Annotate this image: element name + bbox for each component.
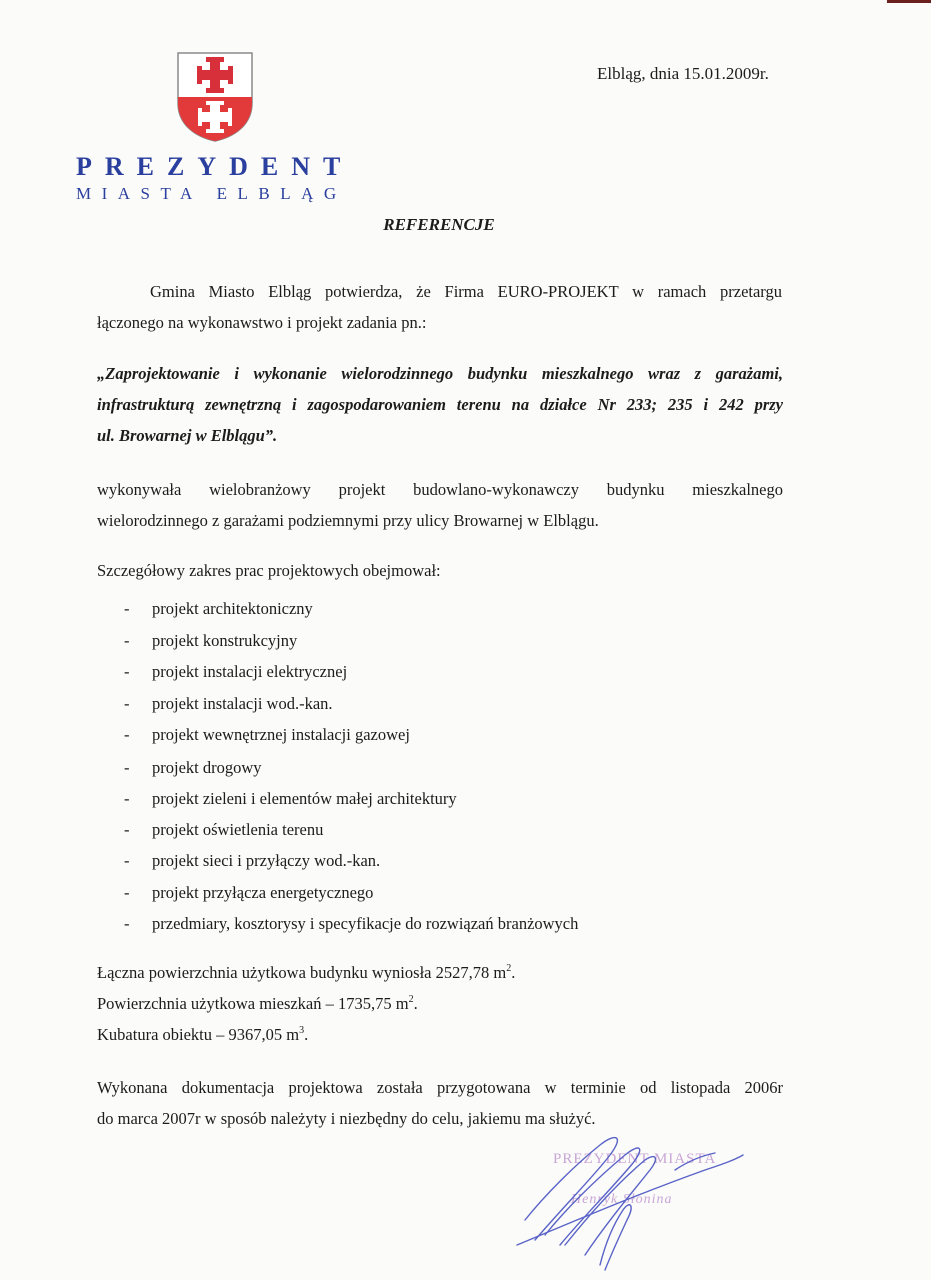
stamp-name: Henryk Słonina bbox=[571, 1192, 673, 1207]
issuer-subtitle: MIASTA ELBLĄG bbox=[76, 184, 347, 203]
handwritten-signature-icon bbox=[505, 1125, 755, 1275]
building-stats bbox=[97, 957, 515, 1050]
list-dash: - bbox=[124, 914, 130, 933]
performed-line-1: wykonywała wielobranżowy projekt budowlano-wykonawczy budynku mieszkalnego bbox=[97, 480, 783, 499]
project-title-line-3: ul. Browarnej w Elblągu”. bbox=[97, 426, 278, 445]
building-volume: Kubatura obiektu – 9367,05 $m^3$. bbox=[97, 1025, 309, 1044]
list-dash: - bbox=[124, 758, 130, 777]
intro-paragraph bbox=[97, 276, 782, 338]
scan-corner-mark bbox=[887, 0, 931, 3]
list-dash: - bbox=[124, 662, 130, 681]
project-title-line-1: „Zaprojektowanie i wykonanie wielorodzinnego budynku mieszkalnego wraz z garażami, bbox=[97, 364, 783, 383]
performed-paragraph bbox=[97, 474, 783, 536]
stamp-title: PREZYDENT MIASTA bbox=[553, 1151, 717, 1167]
final-line-1: Wykonana dokumentacja projektowa została przygotowana w terminie od listopada 2006r bbox=[97, 1078, 783, 1097]
elblag-coat-of-arms-icon bbox=[176, 51, 254, 143]
issuer-title: PREZYDENT bbox=[76, 152, 354, 181]
project-title bbox=[97, 358, 783, 451]
list-dash: - bbox=[124, 631, 130, 650]
list-dash: - bbox=[124, 851, 130, 870]
scope-intro: Szczegółowy zakres prac projektowych obejmował: bbox=[97, 561, 441, 580]
final-line-2: do marca 2007r w sposób należyty i niezbędny do celu, jakiemu ma służyć. bbox=[97, 1109, 596, 1128]
flats-area: Powierzchnia użytkowa mieszkań – 1735,75 $m^2$. bbox=[97, 994, 418, 1013]
performed-line-2: wielorodzinnego z garażami podziemnymi przy ulicy Browarnej w Elblągu. bbox=[97, 511, 599, 530]
list-dash: - bbox=[124, 725, 130, 744]
list-dash: - bbox=[124, 883, 130, 902]
list-dash: - bbox=[124, 599, 130, 618]
document-heading: REFERENCJE bbox=[383, 215, 495, 234]
list-dash: - bbox=[124, 820, 130, 839]
intro-line-2: łączonego na wykonawstwo i projekt zadania pn.: bbox=[97, 313, 427, 332]
total-area: Łączna powierzchnia użytkowa budynku wyniosła 2527,78 $m^2$. bbox=[97, 963, 516, 982]
date-line: Elbląg, dnia 15.01.2009r. bbox=[597, 64, 769, 83]
list-dash: - bbox=[124, 789, 130, 808]
list-dash: - bbox=[124, 694, 130, 713]
intro-line-1: Gmina Miasto Elbląg potwierdza, że Firma EURO-PROJEKT w ramach przetargu bbox=[150, 282, 782, 301]
project-title-line-2: infrastrukturą zewnętrzną i zagospodarowaniem terenu na działce Nr 233; 235 i 242 przy bbox=[97, 395, 783, 414]
